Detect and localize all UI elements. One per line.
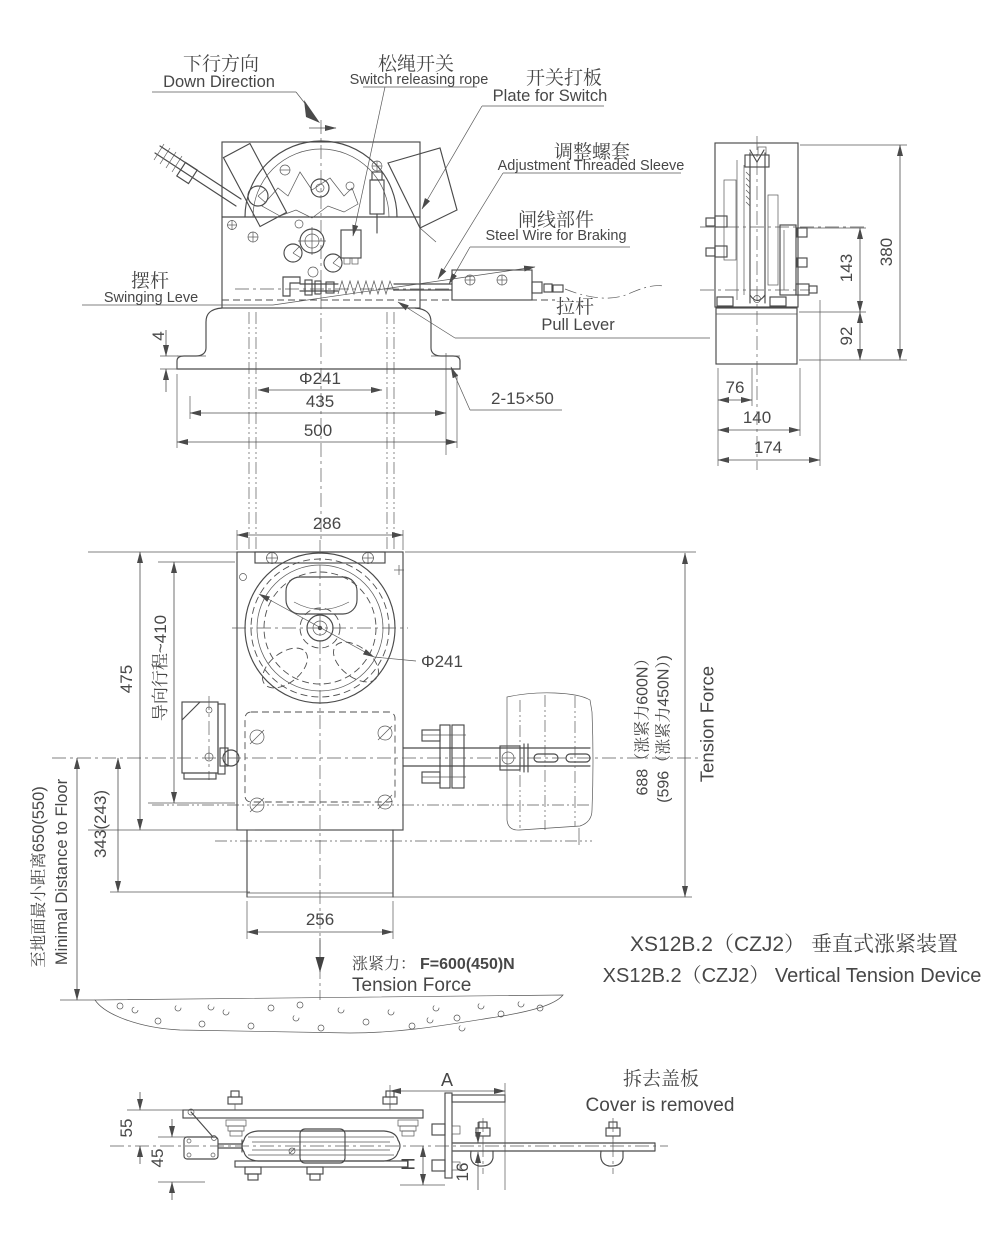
title-zh: XS12B.2（CZJ2） 垂直式涨紧装置 xyxy=(630,933,958,956)
dim-axis-to-bottom: 343(243) xyxy=(90,789,110,859)
note-tension-force-en: Tension Force xyxy=(352,975,472,996)
dim-sheave-diameter-lower: Φ241 xyxy=(421,652,463,671)
lower-view-dimensions xyxy=(29,514,718,1000)
label-down-direction-en: Down Direction xyxy=(163,73,275,91)
label-cover-removed-en: Cover is removed xyxy=(585,1095,735,1116)
label-adjustment-sleeve-zh: 调整螺套 xyxy=(553,142,631,163)
dim-body-height: 475 xyxy=(116,664,136,694)
dim-side-mid-width: 140 xyxy=(742,408,772,427)
callout-labels xyxy=(82,53,710,341)
side-view-machine xyxy=(700,136,868,470)
dim-tension-span-2: (596（涨紧力450N）) xyxy=(655,655,673,803)
dim-sheave-diameter-top: Φ241 xyxy=(299,369,341,388)
note-tension-force-zh: 涨紧力： xyxy=(352,956,417,973)
drawing-title xyxy=(603,933,982,987)
dim-bottom-16: 16 xyxy=(452,1162,472,1182)
dim-tension-span-1: 688（涨紧力600N） xyxy=(634,650,652,796)
label-plate-for-switch-zh: 开关打板 xyxy=(525,68,603,89)
dim-column-width: 256 xyxy=(305,910,335,929)
dim-side-total-width: 174 xyxy=(753,438,783,457)
dim-min-floor-en: Minimal Distance to Floor xyxy=(52,778,71,966)
dim-bottom-h: H xyxy=(398,1157,419,1171)
dim-body-width: 286 xyxy=(312,514,342,533)
label-cover-removed-zh: 拆去盖板 xyxy=(622,1069,700,1090)
label-swinging-lever-en: Swinging Leve xyxy=(103,290,199,306)
label-steel-wire-zh: 闸线部件 xyxy=(517,210,595,231)
label-plate-for-switch-en: Plate for Switch xyxy=(492,87,608,105)
bottom-view-dimensions xyxy=(117,1068,734,1200)
label-adjustment-sleeve-en: Adjustment Threaded Sleeve xyxy=(497,158,685,174)
label-switch-releasing-rope-en: Switch releasing rope xyxy=(349,72,489,88)
dim-bottom-45: 45 xyxy=(147,1148,167,1168)
dim-min-floor-zh: 至地面最小距离650(550) xyxy=(29,786,48,968)
dim-bottom-55: 55 xyxy=(116,1118,136,1138)
dim-side-total-height: 380 xyxy=(876,237,896,267)
label-steel-wire-en: Steel Wire for Braking xyxy=(485,228,627,244)
floor-hatch-texture xyxy=(117,1001,543,1031)
front-view-machine xyxy=(154,120,664,581)
dim-mid-width: 435 xyxy=(305,392,335,411)
label-down-direction-zh: 下行方向 xyxy=(182,54,260,75)
label-tension-force-vertical: Tension Force xyxy=(696,665,718,783)
dim-side-upper-height: 143 xyxy=(836,253,856,283)
dim-side-base-height: 92 xyxy=(836,326,856,346)
front-view-dimensions xyxy=(149,330,562,455)
label-swinging-lever-zh: 摆杆 xyxy=(130,271,170,292)
dim-flange-thickness: 4 xyxy=(148,331,168,341)
dim-side-front-offset: 76 xyxy=(725,378,745,397)
dim-bottom-a: A xyxy=(440,1070,454,1090)
label-switch-releasing-rope-zh: 松绳开关 xyxy=(377,54,455,75)
dim-slot-callout: 2-15×50 xyxy=(491,389,554,408)
dim-guide-travel: 导向行程~410 xyxy=(150,614,170,722)
note-tension-force-value: F=600(450)N xyxy=(420,956,515,973)
side-view-dimensions xyxy=(718,145,907,466)
bottom-view-machine xyxy=(110,1091,668,1180)
label-pull-lever-zh: 拉杆 xyxy=(555,297,595,318)
dim-base-width: 500 xyxy=(303,421,333,440)
label-pull-lever-en: Pull Lever xyxy=(541,316,615,334)
down-direction-arrow-icon xyxy=(304,100,320,123)
title-en: XS12B.2（CZJ2） Vertical Tension Device xyxy=(602,965,982,987)
